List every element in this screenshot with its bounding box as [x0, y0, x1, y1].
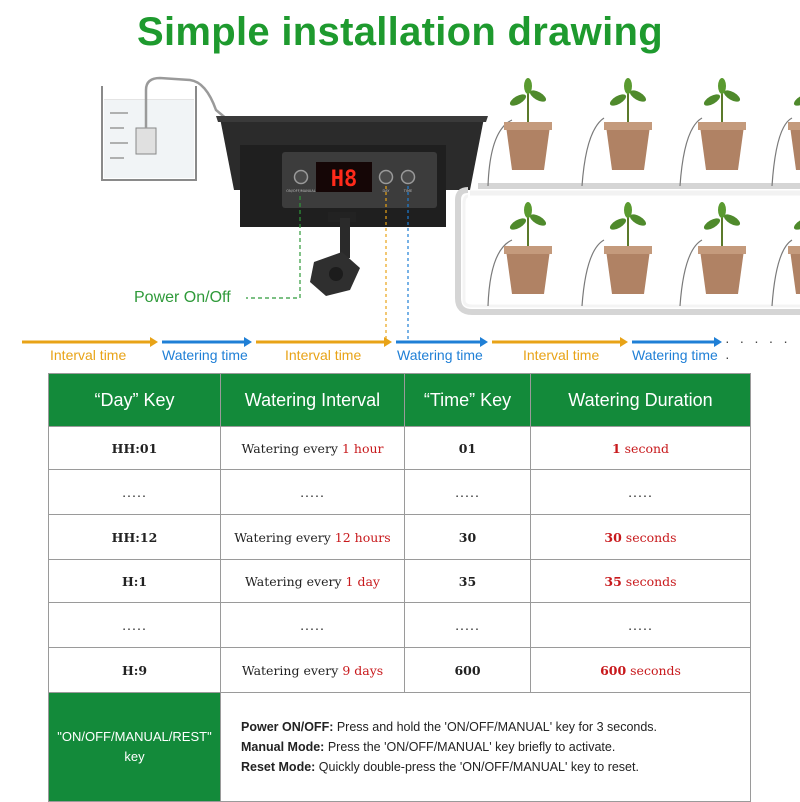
- day-key-cell: .....: [49, 603, 221, 648]
- time-key-cell: 30: [405, 515, 531, 560]
- duration-cell: [531, 515, 751, 560]
- table-row: [49, 470, 751, 515]
- time-button[interactable]: [402, 171, 415, 184]
- installation-diagram: [0, 0, 800, 372]
- day-key-cell: HH:12: [49, 515, 221, 560]
- table-header-row: [49, 374, 751, 427]
- time-key-cell: 35: [405, 560, 531, 603]
- day-key-cell: HH:01: [49, 427, 221, 470]
- duration-cell: [531, 427, 751, 470]
- interval-cell: .....: [221, 603, 405, 648]
- table-row: [49, 648, 751, 693]
- interval-prefix: Watering every: [241, 662, 343, 678]
- duration-cell: .....: [531, 603, 751, 648]
- day-key-cell: .....: [49, 470, 221, 515]
- interval-unit: hour: [349, 440, 384, 456]
- notes-row: [49, 693, 751, 802]
- note-reset-label: Reset Mode:: [241, 760, 316, 774]
- interval-number: 9: [342, 662, 351, 678]
- timeline-label-watering-3: Watering time: [632, 347, 718, 363]
- time-key-cell: 600: [405, 648, 531, 693]
- duration-number: 1: [611, 440, 621, 456]
- controller-device: [216, 116, 488, 296]
- day-key-cell: H:1: [49, 560, 221, 603]
- on-off-manual-button[interactable]: [295, 171, 308, 184]
- duration-cell: [531, 560, 751, 603]
- interval-cell: [221, 648, 405, 693]
- header-watering-interval: Watering Interval: [221, 374, 405, 427]
- interval-unit: days: [350, 662, 384, 678]
- device-btn-mid-label: DAY: [382, 189, 390, 193]
- table-row: [49, 427, 751, 470]
- timeline-ellipsis: · · · · · ·: [725, 333, 791, 365]
- time-key-cell: 01: [405, 427, 531, 470]
- duration-unit: seconds: [621, 573, 677, 589]
- interval-unit: hours: [350, 529, 391, 545]
- day-key-cell: H:9: [49, 648, 221, 693]
- timeline-label-interval-3: Interval time: [523, 347, 600, 363]
- note-power-label: Power ON/OFF:: [241, 720, 334, 734]
- note-power-text: Press and hold the 'ON/OFF/MANUAL' key for 3 seconds.: [333, 720, 658, 734]
- interval-cell: [221, 427, 405, 470]
- duration-cell: [531, 648, 751, 693]
- header-day-key: “Day” Key: [49, 374, 221, 427]
- header-watering-duration: Watering Duration: [531, 374, 751, 427]
- device-btn-right-label: TIME: [403, 189, 413, 193]
- note-text-cell: [221, 693, 751, 802]
- table-row: [49, 603, 751, 648]
- interval-cell: .....: [221, 470, 405, 515]
- note-reset: [241, 757, 730, 777]
- page-title: Simple installation drawing: [137, 10, 663, 54]
- power-on-off-label: Power On/Off: [134, 289, 231, 306]
- timeline-label-watering-1: Watering time: [162, 347, 248, 363]
- timeline-arrows: [22, 337, 722, 347]
- duration-number: 30: [604, 529, 622, 545]
- interval-prefix: Watering every: [241, 440, 342, 456]
- timeline-label-interval-2: Interval time: [285, 347, 362, 363]
- note-manual-text: Press the 'ON/OFF/MANUAL' key briefly to activate.: [324, 740, 616, 754]
- table-row: [49, 515, 751, 560]
- interval-number: 1: [341, 440, 350, 456]
- device-btn-left-label: ON/OFF/MANUAL: [286, 189, 316, 193]
- time-key-cell: .....: [405, 603, 531, 648]
- interval-unit: day: [353, 573, 380, 589]
- duration-cell: .....: [531, 470, 751, 515]
- duration-number: 35: [604, 573, 622, 589]
- device-display: H8: [330, 167, 358, 192]
- note-manual-label: Manual Mode:: [241, 740, 325, 754]
- note-manual: [241, 737, 730, 757]
- day-button[interactable]: [380, 171, 393, 184]
- timeline-label-watering-2: Watering time: [397, 347, 483, 363]
- interval-cell: [221, 560, 405, 603]
- interval-prefix: Watering every: [245, 573, 346, 589]
- water-tank: [102, 78, 228, 180]
- timeline-label-interval-1: Interval time: [50, 347, 127, 363]
- note-power: [241, 717, 730, 737]
- duration-number: 600: [600, 662, 627, 678]
- duration-unit: seconds: [626, 662, 681, 678]
- header-time-key: “Time” Key: [405, 374, 531, 427]
- interval-number: 1: [345, 573, 354, 589]
- interval-prefix: Watering every: [234, 529, 335, 545]
- note-reset-text: Quickly double-press the 'ON/OFF/MANUAL' key to reset.: [315, 760, 639, 774]
- settings-table: [48, 373, 751, 802]
- time-key-cell: .....: [405, 470, 531, 515]
- duration-unit: second: [620, 440, 670, 456]
- interval-cell: [221, 515, 405, 560]
- interval-number: 12: [334, 529, 351, 545]
- note-key-cell: "ON/OFF/MANUAL/REST" key: [49, 693, 221, 802]
- table-row: [49, 560, 751, 603]
- duration-unit: seconds: [621, 529, 677, 545]
